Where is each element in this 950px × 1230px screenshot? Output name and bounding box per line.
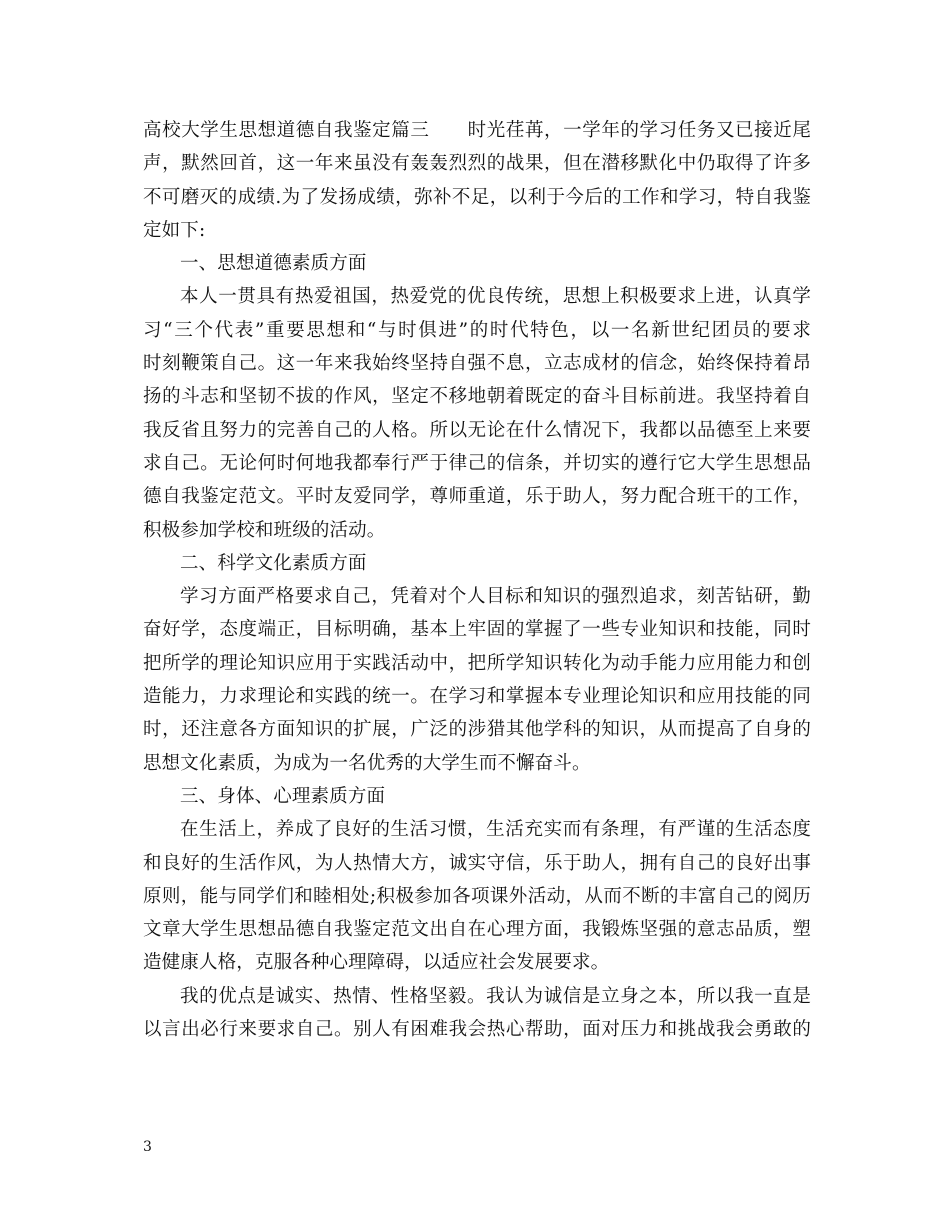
text-line: 时刻鞭策自己。这一年来我始终坚持自强不息，立志成材的信念，始终保持着昂 [143,353,811,375]
text-line: 我反省且努力的完善自己的人格。所以无论在什么情况下，我都以品德至上来要 [143,419,811,441]
text-line: 不可磨灭的成绩.为了发扬成绩，弥补不足，以利于今后的工作和学习，特自我鉴 [143,186,811,208]
text-line: 习“三个代表”重要思想和“与时俱进”的时代特色，以一名新世纪团员的要求 [143,319,811,341]
text-line: 高校大学生思想道德自我鉴定篇三 时光荏苒，一学年的学习任务又已接近尾 [143,120,811,141]
document-body [143,114,811,1046]
text-line: 学习方面严格要求自己，凭着对个人目标和知识的强烈追求，刻苦钻研，勤 [180,586,811,608]
text-line: 一、思想道德素质方面 [180,253,367,275]
text-line: 定如下: [143,219,206,241]
text-line: 三、身体、心理素质方面 [180,785,386,807]
text-line: 德自我鉴定范文。平时友爱同学，尊师重道，乐于助人，努力配合班干的工作， [143,486,811,508]
text-line: 时，还注意各方面知识的扩展，广泛的涉猎其他学科的知识，从而提高了自身的 [143,719,811,741]
text-line: 把所学的理论知识应用于实践活动中，把所学知识转化为动手能力应用能力和创 [143,652,811,674]
text-line: 原则，能与同学们和睦相处;积极参加各项课外活动，从而不断的丰富自己的阅历 [143,885,811,907]
text-line: 二、科学文化素质方面 [180,552,367,574]
text-line: 我的优点是诚实、热情、性格坚毅。我认为诚信是立身之本，所以我一直是 [180,985,811,1007]
text-line: 奋好学，态度端正，目标明确，基本上牢固的掌握了一些专业知识和技能，同时 [143,619,811,641]
text-line: 和良好的生活作风，为人热情大方，诚实守信，乐于助人，拥有自己的良好出事 [143,852,811,874]
text-line: 造能力，力求理论和实践的统一。在学习和掌握本专业理论知识和应用技能的同 [143,686,811,708]
text-line: 扬的斗志和坚韧不拔的作风，坚定不移地朝着既定的奋斗目标前进。我坚持着自 [143,386,811,408]
text-line: 求自己。无论何时何地我都奉行严于律己的信条，并切实的遵行它大学生思想品 [143,452,811,474]
text-line: 本人一贯具有热爱祖国，热爱党的优良传统，思想上积极要求上进，认真学 [180,286,811,308]
page-number: 3 [143,1139,152,1155]
text-line: 以言出必行来要求自己。别人有困难我会热心帮助，面对压力和挑战我会勇敢的 [143,1019,811,1041]
text-line: 思想文化素质，为成为一名优秀的大学生而不懈奋斗。 [143,752,591,774]
text-line: 积极参加学校和班级的活动。 [143,519,386,541]
text-line: 造健康人格，克服各种心理障碍，以适应社会发展要求。 [143,952,610,974]
text-line: 在生活上，养成了良好的生活习惯，生活充实而有条理，有严谨的生活态度 [180,819,811,841]
text-line: 文章大学生思想品德自我鉴定范文出自在心理方面，我锻炼坚强的意志品质，塑 [143,919,811,941]
text-line: 声，默然回首，这一年来虽没有轰轰烈烈的战果，但在潜移默化中仍取得了许多 [143,153,811,175]
